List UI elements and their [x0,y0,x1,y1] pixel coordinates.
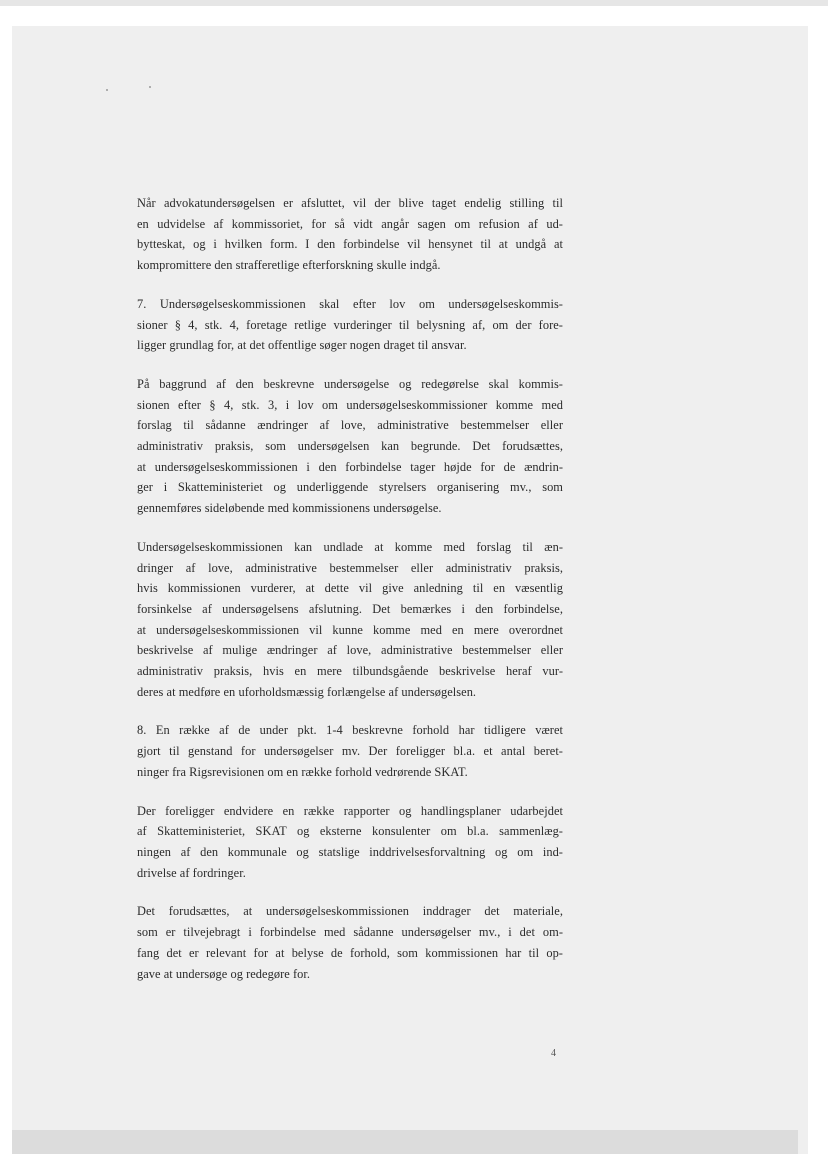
text-line: sionen efter § 4, stk. 3, i lov om undersøgelseskommissioner komme med [137,397,563,412]
text-line: beskrivelse af mulige ændringer af love, administrative bestemmelser eller [137,643,563,658]
text-line: 8. En række af de under pkt. 1-4 beskrevne forhold har tidligere været [137,723,563,738]
text-line: drivelse af fordringer. [137,865,246,880]
text-line: ningen af den kommunale og statslige inddrivelsesforvaltning og om ind- [137,844,563,859]
text-line: at undersøgelseskommissionen i den forbindelse tager højde for de ændrin- [137,459,563,474]
text-line: forslag til sådanne ændringer af love, administrative bestemmelser eller [137,418,563,433]
paragraph-undlade-forslag [137,537,563,703]
text-line: gave at undersøge og redegøre for. [137,966,311,981]
text-line: forsinkelse af undersøgelsens afslutning. Det bemærkes i den forbindelse, [137,601,563,616]
text-line: ligger grundlag for, at det offentlige søger nogen draget til ansvar. [137,338,467,353]
document-body [137,193,563,1002]
scan-bottom-band [12,1130,798,1154]
text-line: bytteskat, og i hvilken form. I den forbindelse vil hensynet til at undgå at [137,237,563,252]
scan-top-edge [0,0,828,6]
text-line: ger i Skatteministeriet og underliggende styrelsers organisering mv., som [137,480,563,495]
paragraph-rapporter [137,801,563,884]
paragraph-advokatundersoegelse [137,193,563,276]
paragraph-section-8 [137,720,563,782]
text-line: 7. Undersøgelseskommissionen skal efter lov om undersøgelseskommis- [137,296,563,311]
paragraph-inddrager-materiale [137,901,563,984]
text-line: kompromittere den strafferetlige efterforskning skulle indgå. [137,258,441,273]
text-line: administrativ praksis, som undersøgelsen kan begrunde. Det forudsættes, [137,439,563,454]
paragraph-forslag-aendringer [137,374,563,519]
text-line: ninger fra Rigsrevisionen om en række forhold vedrørende SKAT. [137,764,468,779]
text-line: hvis kommissionen vurderer, at dette vil give anledning til en væsentlig [137,581,563,596]
text-line: administrativ praksis, hvis en mere tilbundsgående beskrivelse heraf vur- [137,664,563,679]
text-line: Der foreligger endvidere en række rapporter og handlingsplaner udarbejdet [137,803,563,818]
text-line: gennemføres sideløbende med kommissionens undersøgelse. [137,501,442,516]
text-line: dringer af love, administrative bestemmelser eller administrativ praksis, [137,560,563,575]
text-line: Når advokatundersøgelsen er afsluttet, vil der blive taget endelig stilling til [137,196,563,210]
text-line: af Skatteministeriet, SKAT og eksterne konsulenter om bl.a. sammenlæg- [137,824,563,839]
scan-speck [149,86,151,88]
text-line: sioner § 4, stk. 4, foretage retlige vurderinger til belysning af, om der fore- [137,317,563,332]
paragraph-section-7 [137,294,563,356]
text-line: gjort til genstand for undersøgelser mv. Der foreligger bl.a. et antal beret- [137,744,563,759]
text-line: som er tilvejebragt i forbindelse med sådanne undersøgelser mv., i det om- [137,925,563,940]
text-line: at undersøgelseskommissionen vil kunne komme med en mere overordnet [137,622,563,637]
page-number: 4 [551,1048,556,1059]
text-line: deres at medføre en uforholdsmæssig forlængelse af undersøgelsen. [137,684,477,699]
text-line: fang det er relevant for at belyse de forhold, som kommissionen har til op- [137,945,563,960]
text-line: Det forudsættes, at undersøgelseskommissionen inddrager det materiale, [137,904,563,919]
scan-speck [106,89,108,91]
text-line: en udvidelse af kommissoriet, for så vidt angår sagen om refusion af ud- [137,216,563,231]
text-line: På baggrund af den beskrevne undersøgelse og redegørelse skal kommis- [137,376,563,391]
text-line: Undersøgelseskommissionen kan undlade at komme med forslag til æn- [137,539,563,554]
